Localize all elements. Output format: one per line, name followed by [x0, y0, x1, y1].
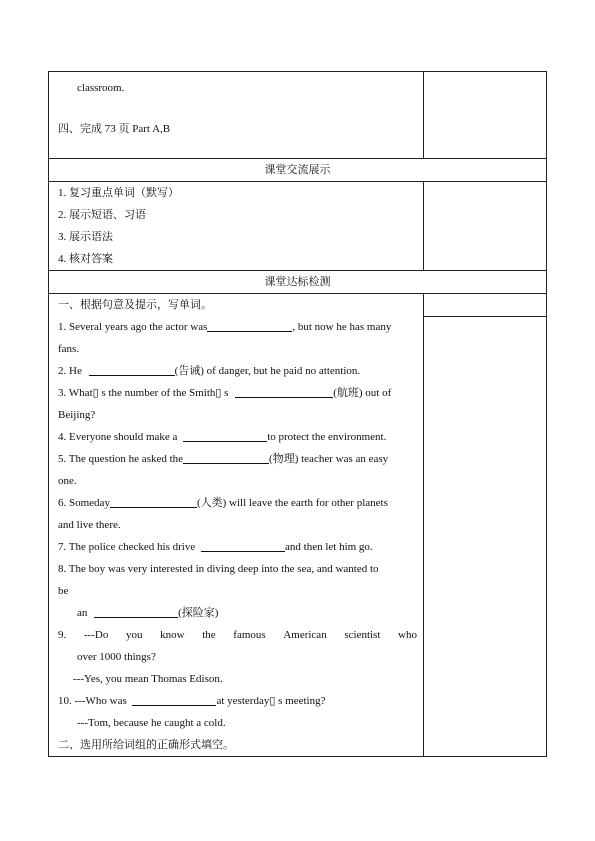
classroom-test-header [49, 271, 547, 294]
exchange-item: 3. 展示语法 [58, 231, 113, 243]
question-text: an [77, 607, 91, 619]
answer-blank[interactable] [132, 692, 216, 706]
answer-blank[interactable] [89, 362, 175, 376]
question-text: 10. ---Who was [58, 695, 130, 707]
question-word: ---Do [83, 629, 109, 641]
exchange-items-cell [49, 182, 424, 271]
question-text: to protect the environment. [267, 431, 387, 443]
question-word: know [160, 629, 185, 641]
task-four-text: 四、完成 73 页 Part A,B [58, 123, 171, 135]
row-classroom-exchange-items [49, 182, 547, 271]
question-word: you [125, 629, 143, 641]
question-10-response: ---Tom, because he caught a cold. [77, 717, 226, 729]
question-text: (物理) teacher was an easy [269, 453, 389, 465]
question-text: 7. The police checked his drive [58, 541, 198, 553]
question-text: and then let him go. [285, 541, 373, 553]
side-top-box [424, 294, 546, 317]
question-3-cont: Beijing? [58, 409, 96, 421]
question-word: American [283, 629, 327, 641]
classroom-text: classroom. [77, 82, 125, 94]
question-6 [49, 492, 423, 514]
question-7 [49, 536, 423, 558]
answer-blank[interactable] [94, 604, 178, 618]
question-8-cont: be [58, 585, 69, 597]
row-classroom-test-header [49, 271, 547, 294]
question-1 [49, 316, 423, 338]
question-text: at yesterday▯ s meeting? [216, 695, 326, 707]
question-text: 6. Someday [58, 497, 110, 509]
question-text: 2. He [58, 365, 85, 377]
row-classroom-exchange-header [49, 159, 547, 182]
worksheet [48, 71, 544, 757]
side-notes-cell [424, 182, 547, 271]
classroom-test-title: 课堂达标检测 [264, 276, 331, 288]
answer-blank[interactable] [110, 494, 197, 508]
question-text: (告诫) of danger, but he paid no attention. [174, 365, 361, 377]
answer-blank[interactable] [207, 318, 292, 332]
question-word: the [202, 629, 216, 641]
question-word: scientist [344, 629, 381, 641]
side-notes-cell [424, 72, 547, 159]
exercises-cell [49, 294, 424, 757]
question-text: 5. The question he asked the [58, 453, 184, 465]
question-5-cont: one. [58, 475, 77, 487]
instruction-two: 二、选用所给词组的正确形式填空。 [58, 739, 234, 751]
question-9-cont: over 1000 things? [77, 651, 156, 663]
side-notes-cell [424, 294, 547, 757]
question-4 [49, 426, 423, 448]
question-word: famous [233, 629, 266, 641]
question-text: (探险家) [178, 607, 219, 619]
question-word: 9. [58, 629, 67, 641]
question-text: (航班) out of [333, 387, 392, 399]
instruction-one: 一、根据句意及提示，写单词。 [58, 299, 212, 311]
question-text: (人类) will leave the earth for other planets [196, 497, 388, 509]
question-text: 3. What▯ s the number of the Smith▯ s [58, 387, 232, 399]
question-8-answer-line [49, 602, 423, 624]
question-text: 1. Several years ago the actor was [58, 321, 208, 333]
question-3 [49, 382, 423, 404]
question-9 [49, 624, 423, 646]
exchange-item: 1. 复习重点单词（默写） [58, 187, 179, 199]
row-previous-tasks [49, 72, 547, 159]
exchange-item: 4. 核对答案 [58, 253, 113, 265]
previous-tasks-cell [49, 72, 424, 159]
question-text: 4. Everyone should make a [58, 431, 181, 443]
answer-blank[interactable] [235, 384, 333, 398]
question-5 [49, 448, 423, 470]
question-text: , but now he has many [292, 321, 392, 333]
exchange-item: 2. 展示短语、习语 [58, 209, 146, 221]
worksheet-table [48, 71, 547, 757]
question-9-response: ---Yes, you mean Thomas Edison. [73, 673, 223, 685]
answer-blank[interactable] [183, 450, 269, 464]
answer-blank[interactable] [201, 538, 285, 552]
question-8: 8. The boy was very interested in diving deep into the sea, and wanted to [58, 563, 379, 575]
row-exercises [49, 294, 547, 757]
question-2 [49, 360, 423, 382]
question-10 [49, 690, 423, 712]
answer-blank[interactable] [183, 428, 267, 442]
question-6-cont: and live there. [58, 519, 121, 531]
question-1-cont: fans. [58, 343, 80, 355]
classroom-exchange-header [49, 159, 547, 182]
question-word: who [398, 629, 417, 641]
classroom-exchange-title: 课堂交流展示 [264, 164, 331, 176]
